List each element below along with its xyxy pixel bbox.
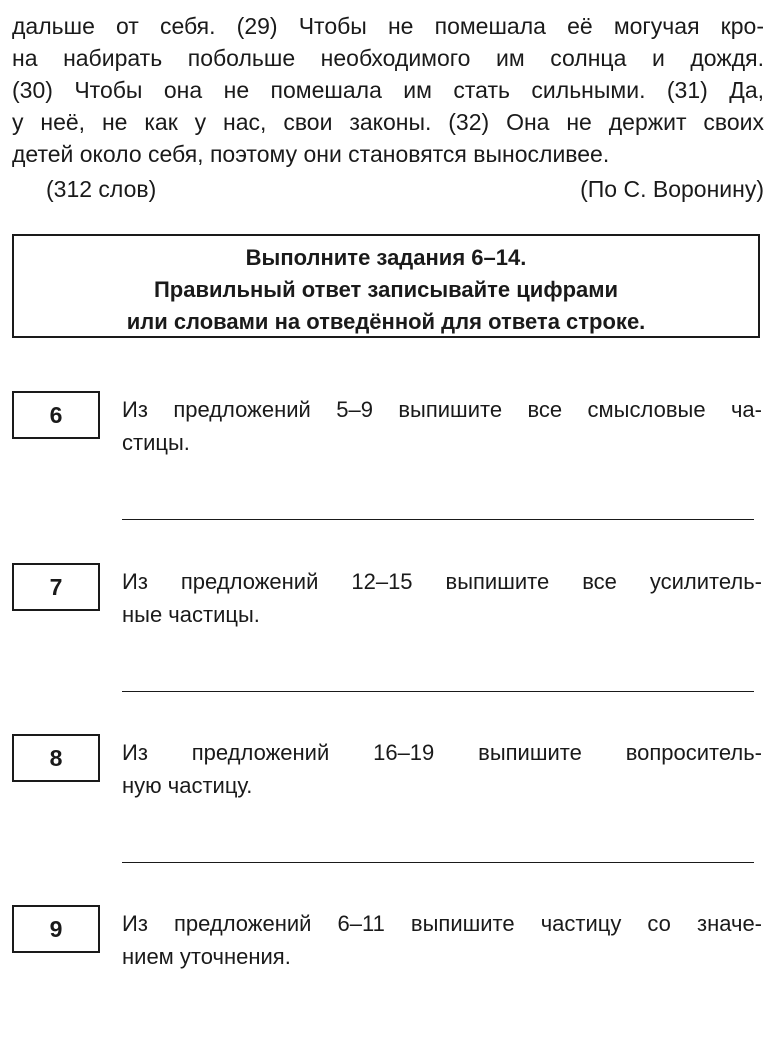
answer-line[interactable] bbox=[122, 519, 754, 520]
passage-line: у неё, не как у нас, свои законы. (32) Она не держит своих bbox=[12, 109, 764, 135]
task-prompt-line: ную частицу. bbox=[122, 773, 253, 798]
passage-line: на набирать побольше необходимого им солнца и дождя. bbox=[12, 45, 764, 71]
task-prompt bbox=[122, 393, 762, 459]
passage-line: (30) Чтобы она не помешала им стать сильными. (31) Да, bbox=[12, 77, 764, 103]
author-credit: (По С. Воронину) bbox=[580, 176, 764, 202]
task-prompt-line: Из предложений 16–19 выпишите вопроситель- bbox=[122, 740, 762, 765]
instructions-line: или словами на отведённой для ответа строке. bbox=[126, 309, 646, 334]
passage-line: дальше от себя. (29) Чтобы не помешала её могучая кро- bbox=[12, 13, 764, 39]
task-9 bbox=[12, 905, 764, 1055]
task-number-box: 9 bbox=[12, 905, 100, 953]
instructions-line: Правильный ответ записывайте цифрами bbox=[153, 277, 619, 302]
task-number-box: 7 bbox=[12, 563, 100, 611]
task-prompt-line: нием уточнения. bbox=[122, 944, 291, 969]
task-8 bbox=[12, 734, 764, 884]
task-prompt bbox=[122, 736, 762, 802]
instructions-line: Выполните задания 6–14. bbox=[245, 245, 527, 270]
task-number-box: 6 bbox=[12, 391, 100, 439]
answer-line[interactable] bbox=[122, 862, 754, 863]
task-prompt bbox=[122, 907, 762, 973]
task-number-box: 8 bbox=[12, 734, 100, 782]
task-7 bbox=[12, 563, 764, 713]
task-6 bbox=[12, 391, 764, 541]
word-count: (312 слов) bbox=[46, 176, 157, 202]
passage-text bbox=[12, 10, 764, 170]
instructions-box bbox=[12, 234, 760, 338]
task-prompt-line: ные частицы. bbox=[122, 602, 260, 627]
task-prompt-line: Из предложений 5–9 выпишите все смысловые ча- bbox=[122, 397, 762, 422]
task-prompt-line: Из предложений 6–11 выпишите частицу со значе- bbox=[122, 911, 762, 936]
task-prompt-line: Из предложений 12–15 выпишите все усилитель- bbox=[122, 569, 762, 594]
passage-line: детей около себя, поэтому они становятся выносливее. bbox=[12, 141, 610, 167]
task-prompt bbox=[122, 565, 762, 631]
answer-line[interactable] bbox=[122, 691, 754, 692]
task-prompt-line: стицы. bbox=[122, 430, 190, 455]
